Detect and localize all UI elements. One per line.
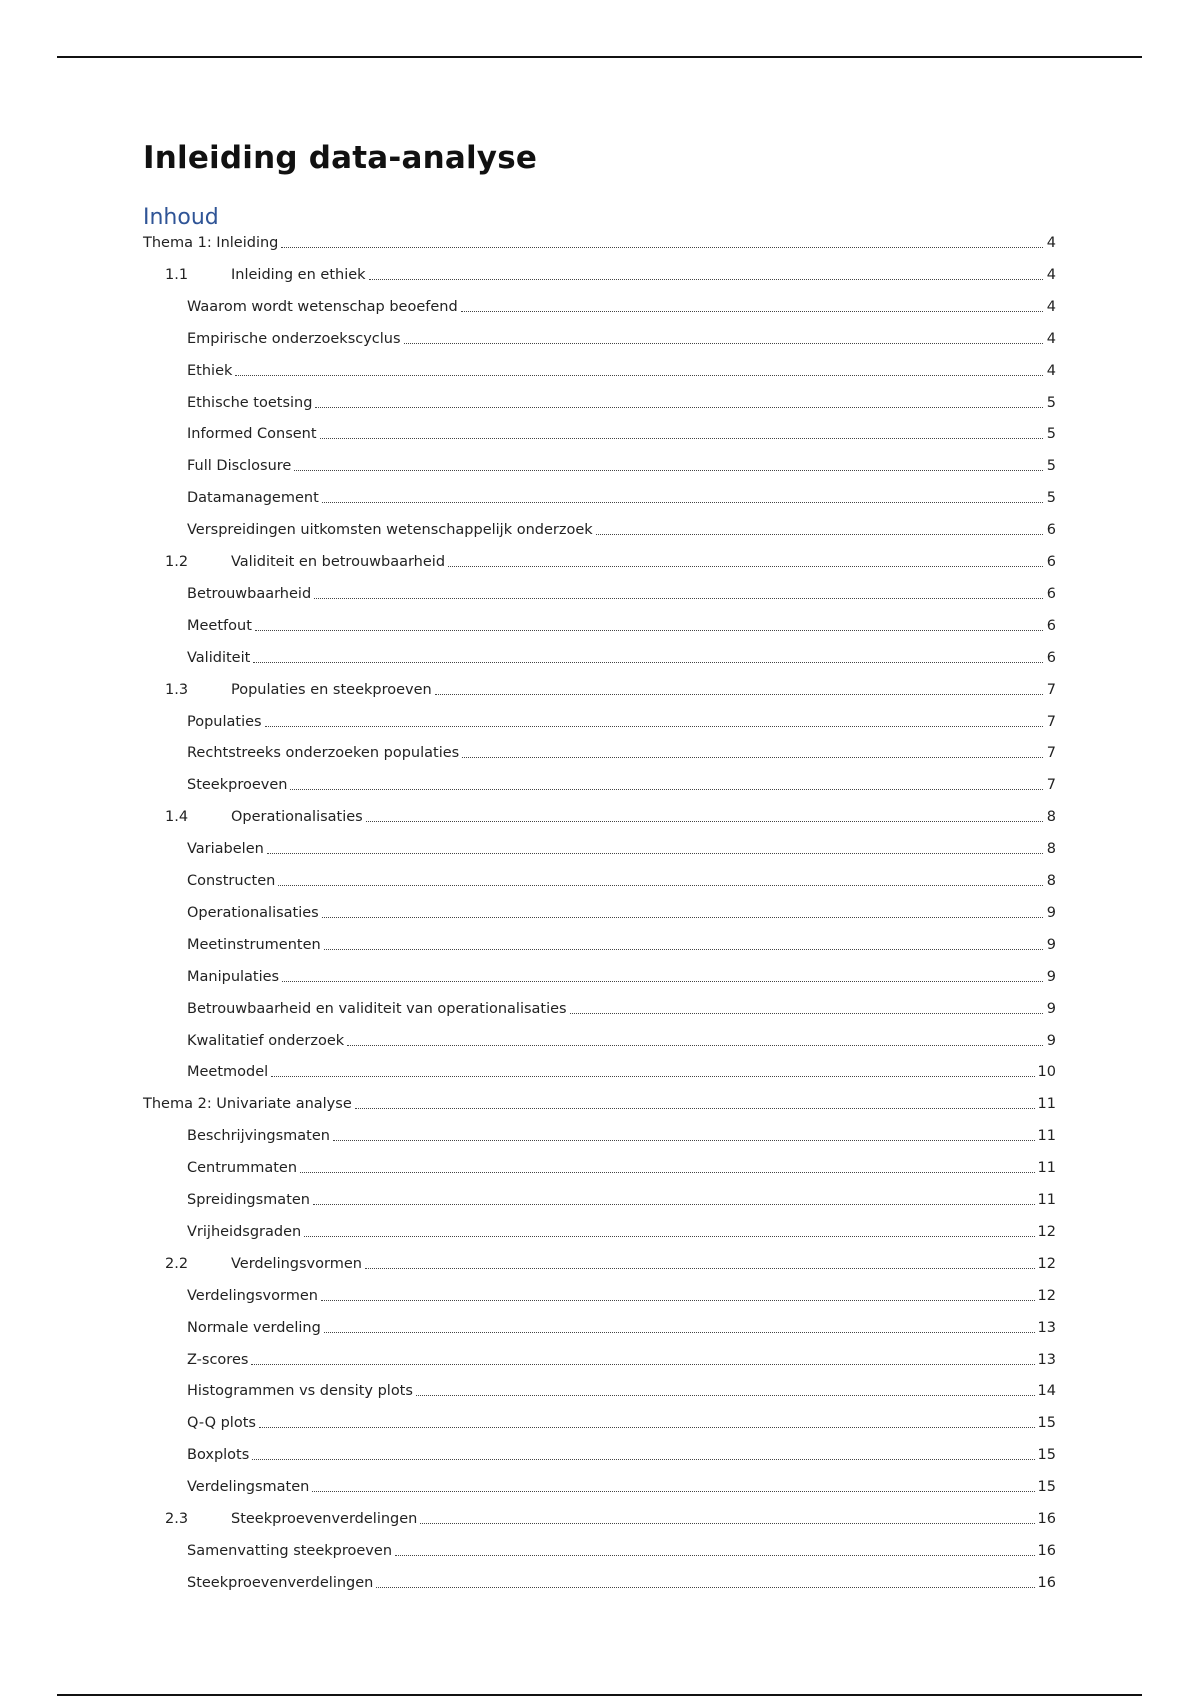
toc-entry-page: 5 xyxy=(1046,458,1056,475)
toc-entry[interactable] xyxy=(143,806,1056,826)
toc-entry-page: 16 xyxy=(1037,1511,1056,1527)
toc-entry-page: 6 xyxy=(1046,522,1056,539)
toc-entry-number: 1.1 xyxy=(165,266,189,283)
toc-entry-label: Empirische onderzoekscyclus xyxy=(187,330,401,347)
toc-entry[interactable] xyxy=(143,232,1056,252)
toc-entry-page: 8 xyxy=(1046,873,1056,889)
toc-entry-label: Operationalisaties xyxy=(231,809,363,826)
toc-entry-page: 4 xyxy=(1046,266,1056,283)
toc-entry[interactable] xyxy=(143,1061,1056,1081)
toc-entry-number: 2.3 xyxy=(165,1511,189,1527)
toc-dot-leader xyxy=(253,661,1043,663)
toc-dot-leader xyxy=(255,629,1043,631)
toc-entry-label: Betrouwbaarheid en validiteit van operationalisaties xyxy=(187,1000,567,1017)
toc-dot-leader xyxy=(366,820,1043,822)
toc-dot-leader xyxy=(404,342,1043,344)
toc-entry-page: 11 xyxy=(1037,1096,1056,1113)
toc-entry-page: 8 xyxy=(1046,809,1056,826)
toc-entry[interactable] xyxy=(143,1380,1056,1400)
toc-dot-leader xyxy=(324,948,1043,950)
toc-entry-page: 8 xyxy=(1046,841,1056,858)
toc-entry-label: Datamanagement xyxy=(187,490,319,507)
toc-entry-label: Steekproevenverdelingen xyxy=(231,1511,418,1527)
toc-entry-page: 11 xyxy=(1037,1192,1056,1208)
toc-entry-label: Rechtstreeks onderzoeken populaties xyxy=(187,745,460,762)
toc-entry[interactable] xyxy=(143,1412,1056,1432)
toc-entry-page: 7 xyxy=(1046,745,1056,762)
toc-entry-label: Full Disclosure xyxy=(187,458,292,475)
toc-entry-page: 13 xyxy=(1037,1319,1056,1336)
toc-dot-leader xyxy=(333,1139,1035,1141)
toc-dot-leader xyxy=(365,1267,1035,1269)
toc-dot-leader xyxy=(320,437,1043,439)
toc-entry[interactable] xyxy=(143,1189,1056,1209)
toc-entry-number: 1.2 xyxy=(165,554,189,570)
toc-entry[interactable] xyxy=(143,1476,1056,1496)
toc-dot-leader xyxy=(416,1394,1035,1396)
toc-dot-leader xyxy=(251,1363,1034,1365)
toc-entry[interactable] xyxy=(143,934,1056,954)
toc-entry-label: Constructen xyxy=(187,873,276,889)
toc-dot-leader xyxy=(278,884,1043,886)
toc-entry-page: 6 xyxy=(1046,617,1056,634)
toc-entry-label: Populaties xyxy=(187,713,262,730)
toc-entry[interactable] xyxy=(143,1508,1056,1528)
toc-dot-leader xyxy=(461,310,1043,312)
toc-entry-label: Spreidingsmaten xyxy=(187,1192,310,1208)
toc-dot-leader xyxy=(312,1490,1034,1492)
toc-dot-leader xyxy=(235,374,1043,376)
toc-entry-page: 11 xyxy=(1037,1160,1056,1177)
toc-entry-label: Normale verdeling xyxy=(187,1319,321,1336)
toc-dot-leader xyxy=(281,246,1043,248)
toc-dot-leader xyxy=(315,406,1043,408)
toc-heading: Inhoud xyxy=(143,205,219,230)
toc-entry[interactable] xyxy=(143,679,1056,699)
toc-dot-leader xyxy=(395,1554,1035,1556)
toc-entry-page: 16 xyxy=(1037,1574,1056,1591)
toc-entry-label: Z-scores xyxy=(187,1351,249,1368)
toc-entry[interactable] xyxy=(143,360,1056,380)
toc-entry-label: Steekproevenverdelingen xyxy=(187,1574,374,1591)
toc-entry-page: 5 xyxy=(1046,426,1056,443)
toc-entry[interactable] xyxy=(143,1317,1056,1337)
header-rule xyxy=(57,56,1142,58)
toc-entry-number: 1.4 xyxy=(165,809,189,826)
toc-entry[interactable] xyxy=(143,1030,1056,1050)
toc-entry[interactable] xyxy=(143,1540,1056,1560)
toc-entry[interactable] xyxy=(143,551,1056,571)
toc-entry-label: Beschrijvingsmaten xyxy=(187,1128,330,1145)
toc-dot-leader xyxy=(435,693,1043,695)
toc-entry-page: 14 xyxy=(1037,1383,1056,1400)
toc-entry-page: 11 xyxy=(1037,1128,1056,1145)
toc-dot-leader xyxy=(300,1171,1035,1173)
toc-entry[interactable] xyxy=(143,328,1056,348)
toc-dot-leader xyxy=(376,1586,1034,1588)
toc-entry-page: 7 xyxy=(1046,681,1056,698)
toc-dot-leader xyxy=(313,1203,1035,1205)
toc-dot-leader xyxy=(290,788,1043,790)
toc-entry-label: Steekproeven xyxy=(187,777,288,794)
toc-entry-label: Kwalitatief onderzoek xyxy=(187,1032,345,1049)
toc-entry[interactable] xyxy=(143,487,1056,507)
toc-entry-label: Thema 2: Univariate analyse xyxy=(143,1096,352,1113)
toc-dot-leader xyxy=(304,1235,1034,1237)
toc-entry[interactable] xyxy=(143,1253,1056,1273)
toc-entry-page: 7 xyxy=(1046,713,1056,730)
toc-entry[interactable] xyxy=(143,838,1056,858)
toc-entry[interactable] xyxy=(143,1093,1056,1113)
toc-entry[interactable] xyxy=(143,615,1056,635)
toc-entry[interactable] xyxy=(143,1285,1056,1305)
toc-entry-page: 15 xyxy=(1037,1479,1056,1496)
toc-dot-leader xyxy=(294,469,1043,471)
toc-entry-page: 9 xyxy=(1046,1000,1056,1017)
toc-entry-page: 9 xyxy=(1046,1032,1056,1049)
toc-entry-page: 15 xyxy=(1037,1447,1056,1464)
toc-entry-label: Manipulaties xyxy=(187,968,280,985)
toc-entry[interactable] xyxy=(143,264,1056,284)
toc-dot-leader xyxy=(355,1107,1035,1109)
toc-entry[interactable] xyxy=(143,1125,1056,1145)
toc-entry-label: Operationalisaties xyxy=(187,904,319,921)
toc-entry[interactable] xyxy=(143,455,1056,475)
toc-entry-page: 9 xyxy=(1046,968,1056,985)
toc-entry[interactable] xyxy=(143,423,1056,443)
toc-entry-page: 4 xyxy=(1046,235,1056,251)
toc-entry-page: 6 xyxy=(1046,649,1056,666)
toc-entry-number: 1.3 xyxy=(165,681,189,698)
toc-entry-page: 5 xyxy=(1046,490,1056,507)
toc-dot-leader xyxy=(265,725,1043,727)
toc-entry-page: 9 xyxy=(1046,936,1056,953)
toc-entry[interactable] xyxy=(143,711,1056,731)
toc-entry-label: Meetinstrumenten xyxy=(187,936,321,953)
toc-entry-label: Meetfout xyxy=(187,617,252,634)
toc-entry-page: 16 xyxy=(1037,1542,1056,1559)
toc-dot-leader xyxy=(596,533,1043,535)
toc-entry[interactable] xyxy=(143,1444,1056,1464)
toc-entry-page: 15 xyxy=(1037,1415,1056,1432)
toc-entry-label: Meetmodel xyxy=(187,1064,269,1081)
toc-dot-leader xyxy=(448,565,1043,567)
toc-dot-leader xyxy=(259,1426,1035,1428)
toc-entry-label: Centrummaten xyxy=(187,1160,298,1177)
toc-entry[interactable] xyxy=(143,870,1056,890)
toc-entry[interactable] xyxy=(143,1221,1056,1241)
toc-entry-page: 12 xyxy=(1037,1223,1056,1240)
footer-rule xyxy=(57,1694,1142,1696)
toc-entry-label: Verdelingsmaten xyxy=(187,1479,310,1496)
toc-entry[interactable] xyxy=(143,392,1056,412)
toc-entry-label: Inleiding en ethiek xyxy=(231,266,366,283)
toc-entry[interactable] xyxy=(143,998,1056,1018)
toc-entry-page: 13 xyxy=(1037,1351,1056,1368)
toc-entry-label: Ethiek xyxy=(187,362,233,379)
toc-dot-leader xyxy=(314,597,1043,599)
toc-dot-leader xyxy=(322,501,1043,503)
toc-entry-page: 4 xyxy=(1046,330,1056,347)
toc-entry-label: Q-Q plots xyxy=(187,1415,256,1432)
document-title: Inleiding data-analyse xyxy=(143,140,538,176)
toc-entry-label: Waarom wordt wetenschap beoefend xyxy=(187,298,458,315)
toc-entry-label: Verspreidingen uitkomsten wetenschappelijk onderzoek xyxy=(187,522,593,539)
toc-dot-leader xyxy=(321,1299,1035,1301)
toc-dot-leader xyxy=(282,980,1043,982)
toc-entry-label: Ethische toetsing xyxy=(187,394,313,411)
toc-entry-label: Verdelingsvormen xyxy=(187,1287,318,1304)
toc-dot-leader xyxy=(369,278,1043,280)
toc-entry-page: 10 xyxy=(1037,1064,1056,1081)
toc-entry-label: Histogrammen vs density plots xyxy=(187,1383,413,1400)
toc-dot-leader xyxy=(347,1044,1043,1046)
toc-entry-label: Informed Consent xyxy=(187,426,317,443)
toc-entry[interactable] xyxy=(143,1349,1056,1369)
toc-entry-page: 6 xyxy=(1046,585,1056,602)
toc-entry-label: Boxplots xyxy=(187,1447,250,1464)
toc-entry[interactable] xyxy=(143,1157,1056,1177)
toc-entry-page: 7 xyxy=(1046,777,1056,794)
toc-dot-leader xyxy=(267,852,1043,854)
toc-dot-leader xyxy=(324,1331,1035,1333)
toc-dot-leader xyxy=(462,756,1043,758)
toc-entry-label: Vrijheidsgraden xyxy=(187,1223,302,1240)
toc-entry-label: Betrouwbaarheid xyxy=(187,585,312,602)
toc-entry-page: 4 xyxy=(1046,362,1056,379)
toc-dot-leader xyxy=(271,1075,1034,1077)
toc-entry-number: 2.2 xyxy=(165,1255,189,1272)
toc-entry-label: Populaties en steekproeven xyxy=(231,681,432,698)
toc-entry[interactable] xyxy=(143,296,1056,316)
toc-entry[interactable] xyxy=(143,583,1056,603)
toc-entry-label: Validiteit xyxy=(187,649,251,666)
toc-entry-page: 12 xyxy=(1037,1287,1056,1304)
toc-entry-label: Verdelingsvormen xyxy=(231,1255,362,1272)
toc-entry-page: 4 xyxy=(1046,298,1056,315)
toc-entry[interactable] xyxy=(143,902,1056,922)
toc-entry-label: Thema 1: Inleiding xyxy=(143,235,279,251)
toc-entry[interactable] xyxy=(143,519,1056,539)
toc-entry[interactable] xyxy=(143,966,1056,986)
toc-dot-leader xyxy=(322,916,1043,918)
toc-dot-leader xyxy=(570,1012,1043,1014)
toc-entry-page: 12 xyxy=(1037,1255,1056,1272)
toc-entry-page: 9 xyxy=(1046,904,1056,921)
toc-entry-label: Variabelen xyxy=(187,841,264,858)
toc-entry-label: Validiteit en betrouwbaarheid xyxy=(231,554,446,570)
toc-entry[interactable] xyxy=(143,1572,1056,1592)
toc-entry-page: 5 xyxy=(1046,394,1056,411)
toc-entry-label: Samenvatting steekproeven xyxy=(187,1542,393,1559)
toc-entry-page: 6 xyxy=(1046,554,1056,570)
toc-entry[interactable] xyxy=(143,774,1056,794)
toc-dot-leader xyxy=(252,1458,1034,1460)
toc-dot-leader xyxy=(420,1522,1034,1524)
toc-entry[interactable] xyxy=(143,647,1056,667)
toc-entry[interactable] xyxy=(143,742,1056,762)
